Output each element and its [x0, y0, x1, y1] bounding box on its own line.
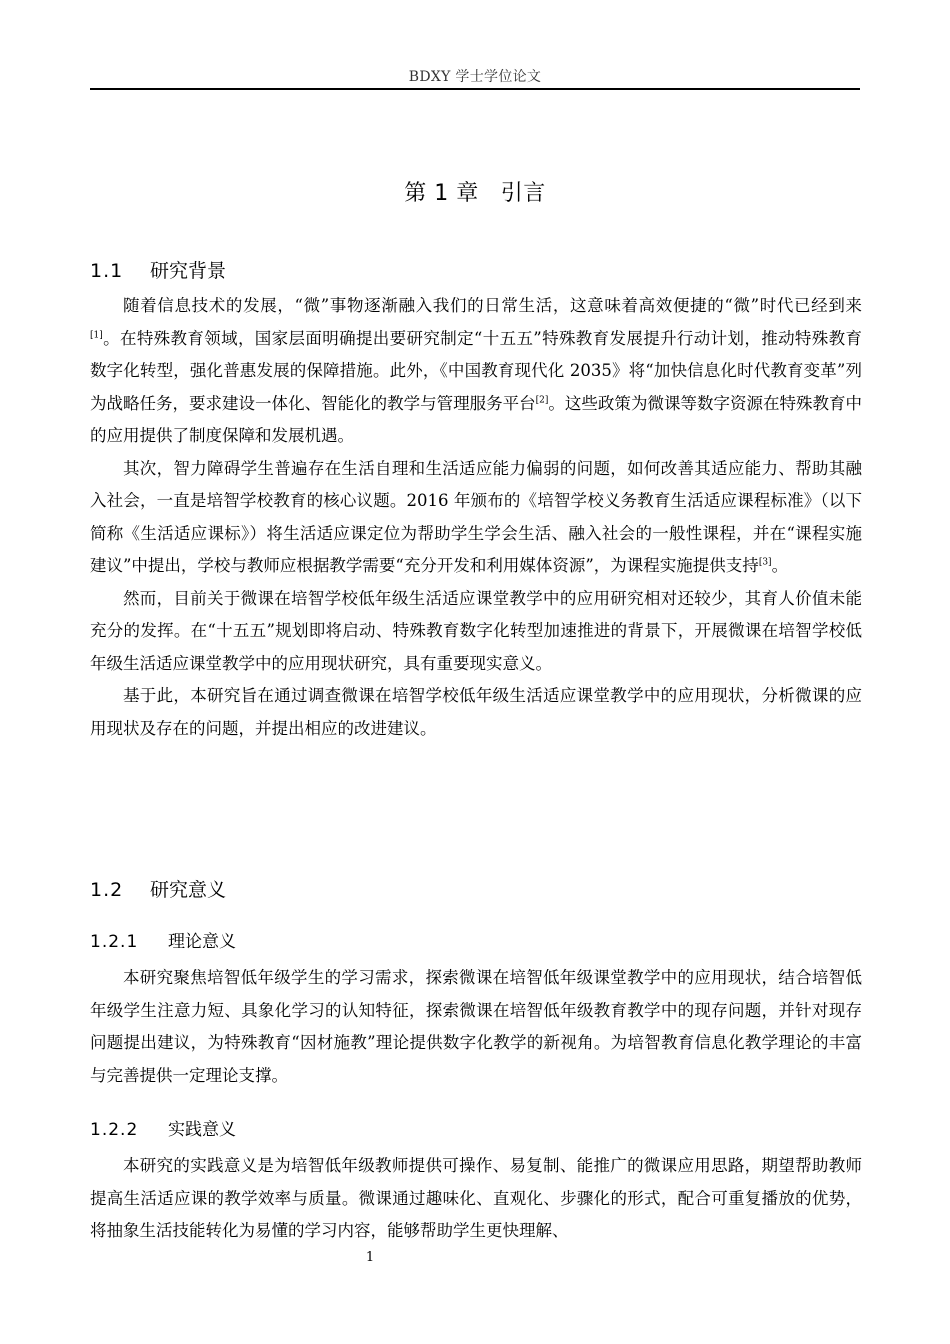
section-title: 研究背景	[150, 260, 227, 282]
subsection-title: 理论意义	[168, 932, 236, 952]
subsection-1-2-1-body	[90, 962, 862, 1092]
chapter-number: 第 1 章	[404, 181, 479, 206]
chapter-title	[90, 176, 860, 207]
citation: [3]	[758, 557, 772, 568]
subsection-heading-1-2-1	[90, 927, 236, 952]
chapter-name: 引言	[500, 181, 546, 206]
citation: [1]	[90, 330, 103, 340]
paragraph: 本研究的实践意义是为培智低年级教师提供可操作、易复制、能推广的微课应用思路，期望帮助教师提高生活适应课的教学效率与质量。微课通过趣味化、直观化、步骤化的形式，配合可重复播放的优势，将抽象生活技能转化为易懂的学习内容，能够帮助学生更快理解、	[90, 1156, 862, 1240]
header-rule	[90, 88, 860, 90]
citation: [2]	[535, 395, 549, 405]
section-heading-1-2	[90, 875, 226, 902]
section-number: 1.1	[90, 260, 124, 282]
paragraph: 本研究聚焦培智低年级学生的学习需求，探索微课在培智低年级课堂教学中的应用现状，结合培智低年级学生注意力短、具象化学习的认知特征，探索微课在培智低年级教育教学中的现存问题，并针对现存问题提出建议，为特殊教育“因材施教”理论提供数字化教学的新视角。为培智教育信息化教学理论的丰富与完善提供一定理论支撑。	[90, 968, 862, 1085]
paragraph: 其次，智力障碍学生普遍存在生活自理和生活适应能力偏弱的问题，如何改善其适应能力、帮助其融入社会，一直是培智学校教育的核心议题。2016 年颁布的《培智学校义务教育生活适应课程标准》（以下简称《生活适应课标》）将生活适应课定位为帮助学生学会生活、融入社会的一般性课程，并在“课程实施建议”中提出，学校与教师应根据教学需要“充分开发和利用媒体资源”，为课程实施提供支持[3]。	[90, 458, 862, 575]
paragraph: 然而，目前关于微课在培智学校低年级生活适应课堂教学中的应用研究相对还较少，其育人价值未能充分的发挥。在“十五五”规划即将启动、特殊教育数字化转型加速推进的背景下，开展微课在培智学校低年级生活适应课堂教学中的应用现状研究，具有重要现实意义。	[90, 588, 862, 673]
section-heading-1-1	[90, 256, 226, 283]
section-number: 1.2	[90, 879, 124, 901]
subsection-title: 实践意义	[168, 1120, 236, 1140]
section-1-1-body	[90, 290, 862, 745]
section-title: 研究意义	[150, 879, 227, 901]
running-header: BDXY 学士学位论文	[408, 69, 542, 85]
page-number: 1	[365, 1250, 375, 1265]
subsection-number: 1.2.2	[90, 1120, 139, 1140]
paragraph: 基于此，本研究旨在通过调查微课在培智学校低年级生活适应课堂教学中的应用现状，分析微课的应用现状及存在的问题，并提出相应的改进建议。	[90, 686, 862, 738]
subsection-number: 1.2.1	[90, 932, 139, 952]
paragraph: 随着信息技术的发展，“微”事物逐渐融入我们的日常生活，这意味着高效便捷的“微”时代已经到来[1]。在特殊教育领域，国家层面明确提出要研究制定“十五五”特殊教育发展提升行动计划，推动特殊教育数字化转型，强化普惠发展的保障措施。此外，《中国教育现代化 2035》将“加快信息化时代教育变革”列为战略任务，要求建设一体化、智能化的教学与管理服务平台[2]。这些政策为微课等数字资源在特殊教育中的应用提供了制度保障和发展机遇。	[90, 296, 863, 445]
subsection-heading-1-2-2	[90, 1115, 236, 1140]
subsection-1-2-2-body	[90, 1150, 862, 1248]
